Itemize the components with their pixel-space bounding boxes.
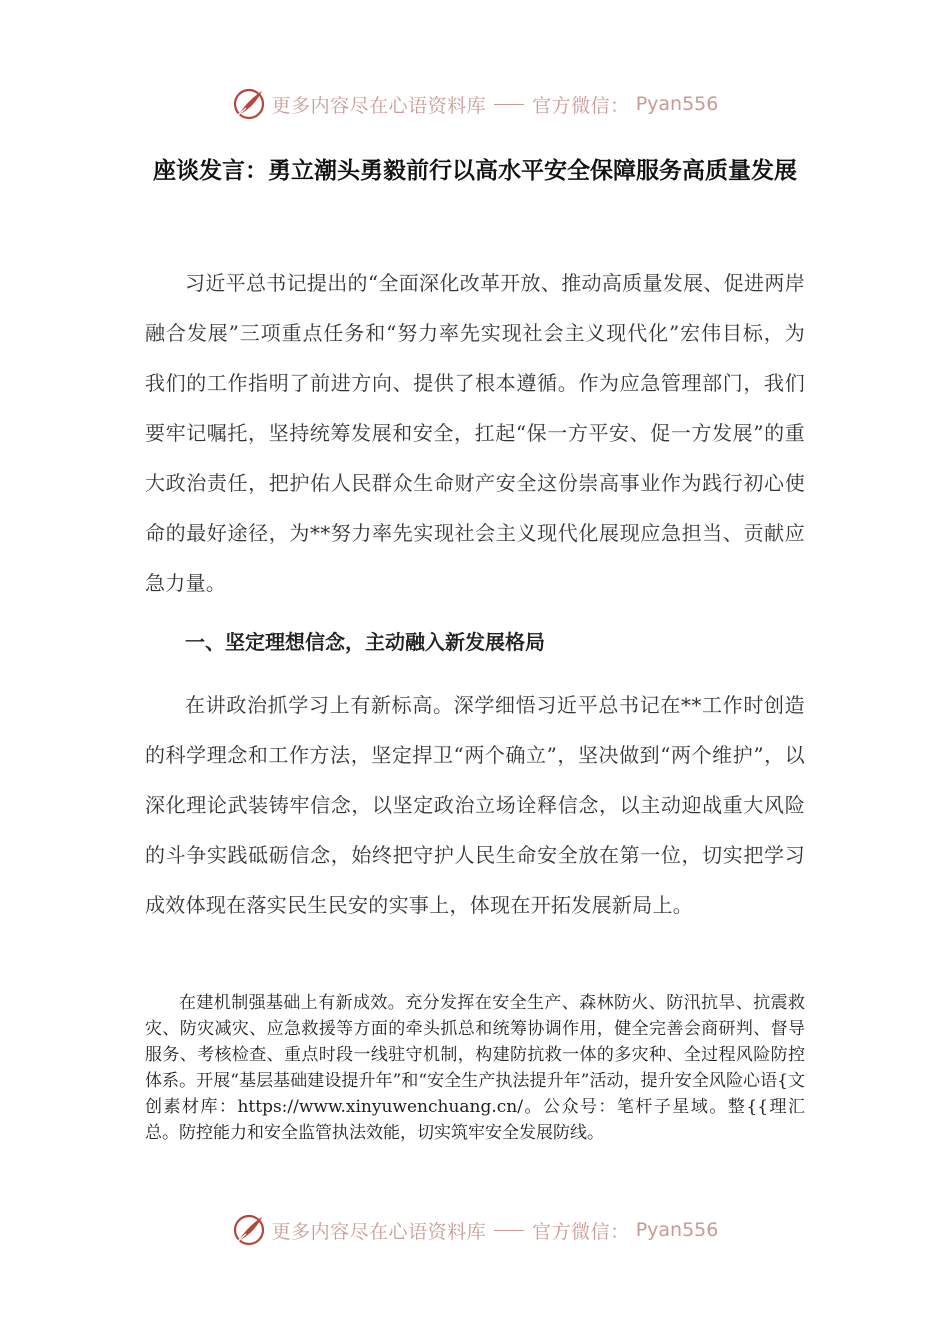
footer-banner-separator <box>494 1230 524 1231</box>
header-banner-wechat-id: Pyan556 <box>635 93 719 115</box>
header-banner <box>0 82 950 126</box>
paragraph-politics-study: 在讲政治抓学习上有新标高。深学细悟习近平总书记在**工作时创造的科学理念和工作方法，坚定捍卫“两个确立”，坚决做到“两个维护”，以深化理论武装铸牢信念，以坚定政治立场诠释信念，以主动迎战重大风险的斗争实践砥砺信念，始终把守护人民生命安全放在第一位，切实把学习成效体现在落实民生民安的实事上，体现在开拓发展新局上。 <box>145 693 805 917</box>
paragraph-mechanism: 在建机制强基础上有新成效。充分发挥在安全生产、森林防火、防汛抗旱、抗震救灾、防灾减灾、应急救援等方面的牵头抓总和统筹协调作用，健全完善会商研判、督导服务、考核检查、重点时段一线驻守机制，构建防抗救一体的多灾种、全过程风险防控体系。开展“基层基础建设提升年”和“安全生产执法提升年”活动，提升安全风险心语{文创素材库：https://www.xinyuwenchuang.cn/。公众号：笔杆子星域。整{{理汇总。防控能力和安全监管执法效能，切实筑牢安全发展防线。 <box>145 993 805 1143</box>
quill-pen-logo-icon <box>232 87 266 121</box>
quill-pen-logo-icon <box>232 1213 266 1247</box>
footer-banner-text: 更多内容尽在心语资料库 <box>271 1220 487 1243</box>
footer-banner-wechat-id: Pyan556 <box>635 1219 719 1241</box>
footer-banner-content <box>232 1213 719 1247</box>
footer-banner-label: 官方微信： <box>532 1220 630 1243</box>
header-banner-content <box>232 87 719 121</box>
document-title: 座谈发言：勇立潮头勇毅前行以高水平安全保障服务高质量发展 <box>153 157 797 184</box>
header-banner-text: 更多内容尽在心语资料库 <box>271 94 487 117</box>
section-heading-1: 一、坚定理想信念，主动融入新发展格局 <box>185 630 545 654</box>
footer-banner <box>0 1208 950 1252</box>
paragraph-intro: 习近平总书记提出的“全面深化改革开放、推动高质量发展、促进两岸融合发展”三项重点任务和“努力率先实现社会主义现代化”宏伟目标，为我们的工作指明了前进方向、提供了根本遵循。作为应急管理部门，我们要牢记嘱托，坚持统筹发展和安全，扛起“保一方平安、促一方发展”的重大政治责任，把护佑人民群众生命财产安全这份崇高事业作为践行初心使命的最好途径，为**努力率先实现社会主义现代化展现应急担当、贡献应急力量。 <box>145 271 805 595</box>
header-banner-separator <box>494 104 524 105</box>
header-banner-label: 官方微信： <box>532 94 630 117</box>
